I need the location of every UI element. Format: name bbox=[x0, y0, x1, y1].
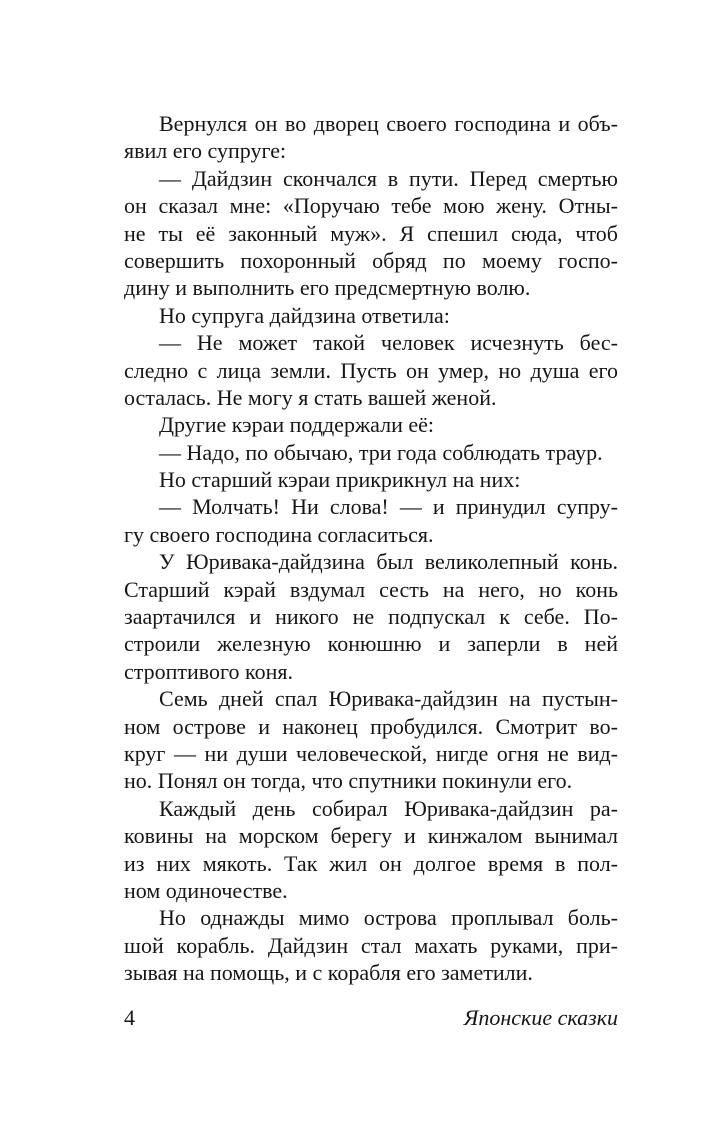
text-line: Старший кэрай вздумал сесть на него, но конь bbox=[124, 576, 618, 602]
text-line: — Не может такой человек исчезнуть бес- bbox=[159, 330, 618, 356]
text-line: из них мякоть. Так жил он долгое время в пол- bbox=[124, 850, 618, 876]
page-number: 4 bbox=[124, 1005, 135, 1030]
text-line: — Молчать! Ни слова! — и принудил супру- bbox=[159, 494, 618, 520]
text-line: зывая на помощь, и с корабля его заметили. bbox=[124, 960, 533, 986]
text-line: Но супруга дайдзина ответила: bbox=[159, 302, 450, 328]
text-line: осталась. Не могу я стать вашей женой. bbox=[124, 384, 497, 410]
text-line: Другие кэраи поддержали её: bbox=[159, 412, 434, 438]
body-text bbox=[124, 110, 618, 987]
text-line: строптивого коня. bbox=[124, 658, 293, 684]
text-line: круг — ни души человеческой, нигде огня не вид- bbox=[124, 740, 618, 766]
text-line: Семь дней спал Юривака-дайдзин на пустын- bbox=[159, 686, 618, 712]
text-line: ковины на морском берегу и кинжалом вынимал bbox=[124, 823, 618, 849]
text-line: но. Понял он тогда, что спутники покинули его. bbox=[124, 768, 573, 794]
text-line: Но однажды мимо острова проплывал боль- bbox=[159, 905, 618, 931]
text-line: строили железную конюшню и заперли в ней bbox=[124, 631, 618, 657]
text-line: совершить похоронный обряд по моему госпо- bbox=[124, 247, 618, 273]
text-line: следно с лица земли. Пусть он умер, но душа его bbox=[124, 357, 618, 383]
text-line: заартачился и никого не подпускал к себе. По- bbox=[124, 604, 618, 630]
text-line: Вернулся он во дворец своего господина и объ- bbox=[159, 111, 618, 136]
text-line: явил его супруге: bbox=[124, 138, 287, 164]
text-line: дину и выполнить его предсмертную волю. bbox=[124, 275, 531, 301]
text-line: он сказал мне: «Поручаю тебе мою жену. Отны- bbox=[124, 193, 618, 219]
text-line: гу своего господина согласиться. bbox=[124, 521, 434, 547]
running-title: Японские сказки bbox=[463, 1005, 618, 1030]
text-line: — Надо, по обычаю, три года соблюдать траур. bbox=[159, 439, 603, 465]
text-line: ном одиночестве. bbox=[124, 877, 288, 903]
text-line: не ты её законный муж». Я спешил сюда, чтоб bbox=[124, 220, 618, 246]
text-line: шой корабль. Дайдзин стал махать руками, при- bbox=[124, 932, 618, 958]
page-footer bbox=[124, 1005, 618, 1035]
text-line: У Юривака-дайдзина был великолепный конь. bbox=[159, 549, 618, 575]
text-line: — Дайдзин скончался в пути. Перед смертью bbox=[159, 165, 618, 191]
text-line: Но старший кэраи прикрикнул на них: bbox=[159, 467, 521, 493]
text-line: ном острове и наконец пробудился. Смотрит во- bbox=[124, 713, 618, 739]
text-line: Каждый день собирал Юривака-дайдзин ра- bbox=[159, 795, 618, 821]
